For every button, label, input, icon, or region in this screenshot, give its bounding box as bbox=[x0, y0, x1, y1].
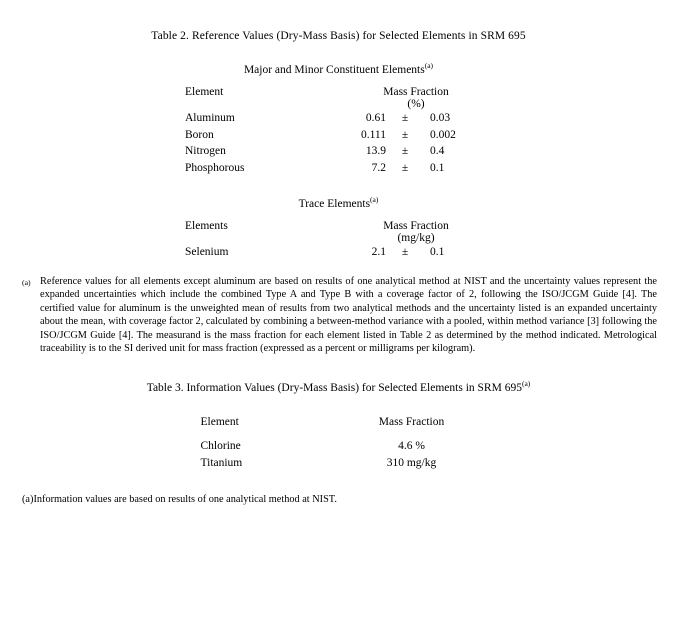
trace-row-plusminus: ± bbox=[401, 246, 409, 258]
table3 bbox=[201, 416, 477, 471]
table-row bbox=[185, 244, 492, 261]
table2-title bbox=[0, 30, 677, 42]
table-row bbox=[185, 160, 492, 177]
table2-header-mass-fraction: Mass Fraction bbox=[383, 86, 449, 98]
table2-row-uncertainty: 0.1 bbox=[430, 161, 445, 174]
table2-footnote-marker: (a) bbox=[22, 277, 31, 287]
table3-title bbox=[0, 379, 677, 395]
table2-row-element: Phosphorous bbox=[185, 161, 245, 174]
table3-footnote-marker: (a) bbox=[22, 494, 34, 506]
table2-header-row bbox=[185, 86, 492, 98]
trace-header-mass-fraction: Mass Fraction bbox=[383, 220, 449, 232]
table2-header-element: Element bbox=[185, 86, 224, 98]
trace-header-row bbox=[185, 220, 492, 232]
table3-row-value: 4.6 % bbox=[398, 440, 425, 453]
trace-units-mgkg: (mg/kg) bbox=[397, 232, 435, 244]
table2-row-value: 13.9 bbox=[365, 145, 386, 157]
table2-row-uncertainty: 0.002 bbox=[430, 128, 456, 141]
trace-row-element: Selenium bbox=[185, 246, 229, 258]
table2-row-value: 0.111 bbox=[360, 128, 386, 141]
major-minor-heading bbox=[0, 61, 677, 76]
table2-major-minor bbox=[185, 86, 492, 176]
table2-row-element: Aluminum bbox=[185, 112, 235, 124]
trace-row-uncertainty: 0.1 bbox=[430, 246, 445, 258]
table2-row-plusminus: ± bbox=[401, 128, 409, 141]
table2-units-row bbox=[185, 98, 492, 110]
table3-footnote-text: Information values are based on results of one analytical method at NIST. bbox=[33, 494, 337, 506]
table3-header-mass-fraction: Mass Fraction bbox=[378, 416, 445, 429]
table2-footnote-text: Reference values for all elements except aluminum are based on results of one analytical method at NIST and the uncertainty values represent the expanded uncertainties which include the combined Type A and Type B with a coverage factor of 2, following the ISO/JCGM Guide [4]. The certified value for aluminum is the unweighted mean of results from two analytical methods and the uncertainty listed is an expanded uncertainty about the mean, with coverage factor 2, calculated by combining a between-method variance with a pooled, within method variance [3] following the ISO/JCGM Guide [4]. The measurand is the mass fraction for each element listed in Table 2 as determined by the method indicated. Metrological traceability is to the SI derived unit for mass fraction (expressed as a percent or milligrams per kilogram). bbox=[40, 275, 657, 355]
major-minor-heading-text: Major and Minor Constituent Elements bbox=[243, 64, 425, 76]
table3-spacer-row bbox=[201, 428, 477, 438]
trace-row-value: 2.1 bbox=[371, 246, 386, 258]
major-minor-heading-footnote-marker: (a) bbox=[424, 61, 434, 71]
table3-footnote bbox=[22, 493, 657, 507]
table-row bbox=[185, 143, 492, 160]
table2-row-uncertainty: 0.4 bbox=[430, 145, 445, 157]
table-row bbox=[201, 455, 477, 472]
document-page bbox=[0, 30, 677, 642]
trace-header-element: Elements bbox=[185, 220, 228, 232]
trace-elements-heading-text: Trace Elements bbox=[298, 198, 371, 210]
table2-units-blank bbox=[185, 98, 340, 110]
table3-title-footnote-marker: (a) bbox=[521, 379, 531, 389]
trace-units-blank bbox=[185, 232, 340, 244]
table2-row-value: 7.2 bbox=[371, 161, 386, 174]
table2-units-percent: (%) bbox=[407, 98, 425, 110]
table3-row-value: 310 mg/kg bbox=[386, 456, 437, 469]
table2-row-plusminus: ± bbox=[401, 145, 409, 157]
trace-units-row bbox=[185, 232, 492, 244]
table2-row-uncertainty: 0.03 bbox=[430, 112, 451, 124]
table3-title-text: Table 3. Information Values (Dry-Mass Basis) for Selected Elements in SRM 695 bbox=[146, 382, 522, 395]
table3-header-row bbox=[201, 416, 477, 428]
table3-header-element: Element bbox=[200, 416, 239, 429]
table2-title-text: Table 2. Reference Values (Dry-Mass Basis) for Selected Elements in SRM 695 bbox=[151, 30, 526, 42]
table2-row-value: 0.61 bbox=[365, 112, 386, 124]
table2-row-plusminus: ± bbox=[401, 112, 409, 124]
table3-row-element: Chlorine bbox=[200, 440, 241, 453]
table-row bbox=[185, 127, 492, 144]
trace-elements-heading bbox=[0, 195, 677, 210]
table2-footnote bbox=[22, 275, 657, 357]
table2-trace-elements bbox=[185, 220, 492, 261]
table2-row-element: Nitrogen bbox=[185, 145, 226, 157]
table3-row-element: Titanium bbox=[200, 456, 243, 469]
table2-row-plusminus: ± bbox=[401, 161, 409, 174]
table-row bbox=[185, 110, 492, 127]
table2-row-element: Boron bbox=[185, 128, 214, 141]
table-row bbox=[201, 438, 477, 455]
trace-elements-heading-footnote-marker: (a) bbox=[370, 195, 379, 205]
